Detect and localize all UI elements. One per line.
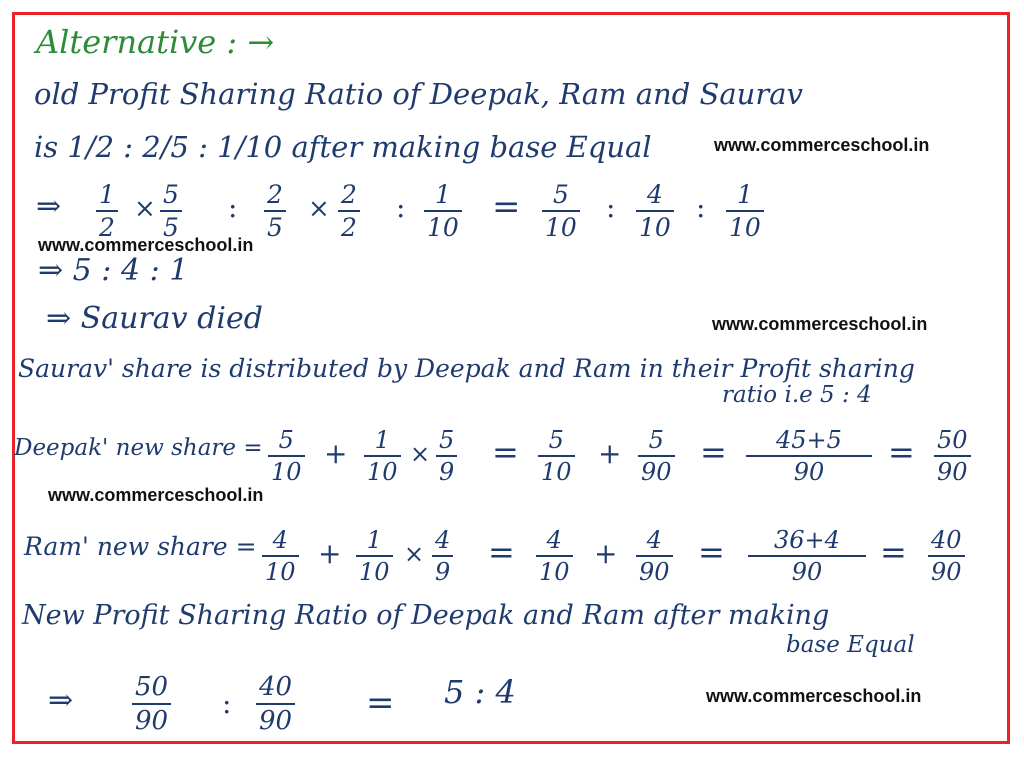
times-sign: ×	[404, 540, 425, 568]
fraction: 45+5 90	[746, 428, 872, 484]
plus-sign: +	[324, 437, 348, 470]
equals-sign: =	[700, 433, 727, 471]
implies-arrow: ⇒	[48, 683, 74, 718]
fraction: 4 10	[536, 528, 573, 584]
fraction: 50 90	[132, 674, 171, 734]
colon: :	[606, 191, 616, 224]
fraction: 1 10	[726, 182, 764, 240]
ratio-ie: ratio i.e 5 : 4	[722, 382, 872, 408]
equals-sign: =	[880, 533, 907, 571]
fraction: 50 90	[934, 428, 971, 484]
line-base-equal: is 1/2 : 2/5 : 1/10 after making base Equal	[34, 130, 652, 164]
fraction: 4 90	[636, 528, 673, 584]
colon: :	[696, 191, 706, 224]
times-sign: ×	[308, 194, 330, 224]
plus-sign: +	[318, 537, 342, 570]
new-ratio-line: New Profit Sharing Ratio of Deepak and Ram after making	[22, 600, 830, 631]
fraction: 5 10	[538, 428, 575, 484]
colon: :	[228, 191, 238, 224]
equals-sign: =	[492, 187, 521, 227]
equals-sign: =	[698, 533, 725, 571]
watermark: www.commerceschool.in	[714, 135, 930, 155]
heading: Alternative : →	[36, 23, 275, 61]
equals-sign: =	[492, 433, 519, 471]
line-old-ratio: old Profit Sharing Ratio of Deepak, Ram and Saurav	[34, 77, 803, 111]
fraction: 4 10	[262, 528, 299, 584]
fraction: 40 90	[256, 674, 295, 734]
colon: :	[396, 191, 406, 224]
plus-sign: +	[594, 537, 618, 570]
fraction: 5 5	[160, 182, 182, 240]
equals-sign: =	[488, 533, 515, 571]
fraction: 5 90	[638, 428, 675, 484]
colon: :	[222, 687, 232, 720]
fraction: 2 5	[264, 182, 286, 240]
final-ratio: 5 : 4	[444, 673, 516, 711]
watermark: www.commerceschool.in	[706, 686, 922, 706]
times-sign: ×	[134, 194, 156, 224]
watermark: www.commerceschool.in	[48, 485, 264, 505]
fraction: 1 2	[96, 182, 118, 240]
watermark: www.commerceschool.in	[712, 314, 928, 334]
base-equal: base Equal	[786, 632, 915, 658]
times-sign: ×	[410, 440, 431, 468]
fraction: 4 10	[636, 182, 674, 240]
equals-sign: =	[888, 433, 915, 471]
equals-sign: =	[366, 683, 395, 723]
fraction: 40 90	[928, 528, 965, 584]
watermark: www.commerceschool.in	[38, 235, 254, 255]
fraction: 36+4 90	[748, 528, 866, 584]
fraction: 1 10	[424, 182, 462, 240]
fraction: 5 9	[436, 428, 457, 484]
fraction: 2 2	[338, 182, 360, 240]
ratio-5-4-1: ⇒ 5 : 4 : 1	[38, 253, 189, 288]
plus-sign: +	[598, 437, 622, 470]
ram-new-share-label: Ram' new share =	[24, 532, 257, 561]
deepak-new-share-label: Deepak' new share =	[14, 435, 263, 461]
distribution-line: Saurav' share is distributed by Deepak and Ram in their Profit sharing	[18, 354, 915, 383]
fraction: 5 10	[542, 182, 580, 240]
fraction: 4 9	[432, 528, 453, 584]
fraction: 1 10	[364, 428, 401, 484]
implies-arrow: ⇒	[36, 189, 62, 224]
fraction: 5 10	[268, 428, 305, 484]
saurav-died: ⇒ Saurav died	[46, 301, 263, 336]
fraction: 1 10	[356, 528, 393, 584]
